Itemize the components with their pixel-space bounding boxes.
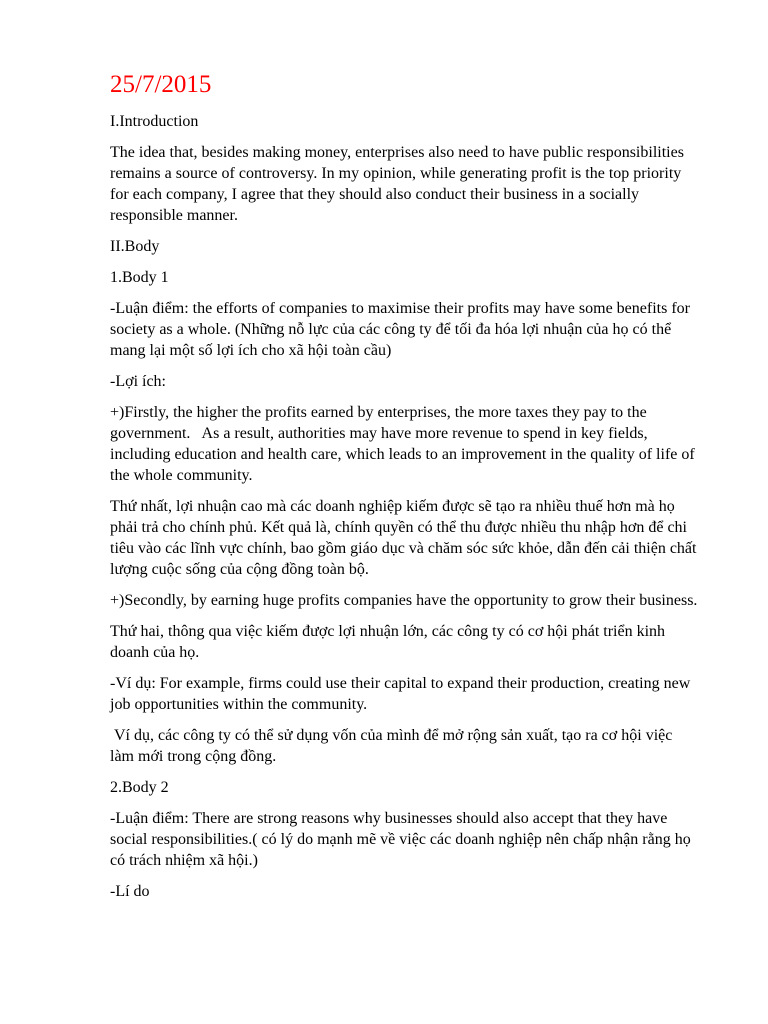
document-paragraph: +)Secondly, by earning huge profits companies have the opportunity to grow their business. xyxy=(110,592,698,609)
document-paragraph: +)Firstly, the higher the profits earned by enterprises, the more taxes they pay to the government. As a result, authorities may have more revenue to spend in key fields, including education and health care, which leads to an improvement in the quality of life of the whole community. xyxy=(110,404,699,484)
document-paragraph: Thứ nhất, lợi nhuận cao mà các doanh nghiệp kiếm được sẽ tạo ra nhiều thuế hơn mà họ phải trả cho chính phủ. Kết quả là, chính quyền có thể thu được nhiều thu nhập hơn để chi tiêu vào các lĩnh vực chính, bao gồm giáo dục và chăm sóc sức khỏe, dẫn đến cải thiện chất lượng cuộc sống của cộng đồng toàn bộ. xyxy=(110,498,701,578)
document-paragraph: 2.Body 2 xyxy=(110,779,169,796)
document-paragraph: 1.Body 1 xyxy=(110,269,169,286)
document-paragraph: Thứ hai, thông qua việc kiếm được lợi nhuận lớn, các công ty có cơ hội phát triển kinh doanh của họ. xyxy=(110,623,670,661)
document-paragraph: -Ví dụ: For example, firms could use their capital to expand their production, creating new job opportunities within the community. xyxy=(110,675,695,713)
document-date: 25/7/2015 xyxy=(110,71,212,98)
document-paragraph: -Luận điểm: the efforts of companies to maximise their profits may have some benefits for society as a whole. (Những nỗ lực của các công ty để tối đa hóa lợi nhuận của họ có thể mang lại một số lợi ích cho xã hội toàn cầu) xyxy=(110,300,694,359)
document-paragraph: -Lợi ích: xyxy=(110,373,166,390)
document-page xyxy=(110,68,700,912)
document-paragraph: II.Body xyxy=(110,238,160,255)
document-paragraph: -Luận điểm: There are strong reasons why businesses should also accept that they have social responsibilities.( có lý do mạnh mẽ về việc các doanh nghiệp nên chấp nhận rằng họ có trách nhiệm xã hội.) xyxy=(110,810,695,869)
document-paragraph: -Lí do xyxy=(110,883,150,900)
document-body xyxy=(110,111,700,902)
document-paragraph: I.Introduction xyxy=(110,113,199,130)
document-paragraph: Ví dụ, các công ty có thể sử dụng vốn của mình để mở rộng sản xuất, tạo ra cơ hội việc làm mới trong cộng đồng. xyxy=(110,727,677,765)
document-paragraph: The idea that, besides making money, enterprises also need to have public responsibilities remains a source of controversy. In my opinion, while generating profit is the top priority for each company, I agree that they should also conduct their business in a socially responsible manner. xyxy=(110,144,688,224)
